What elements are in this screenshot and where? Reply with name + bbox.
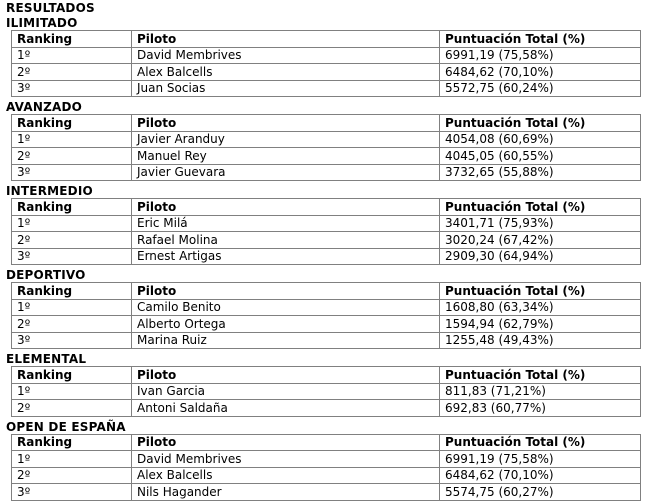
score-cell: 6991,19 (75,58%) — [440, 451, 641, 468]
rank-cell: 3º — [12, 332, 132, 349]
score-cell: 2909,30 (64,94%) — [440, 248, 641, 265]
results-document — [6, 0, 646, 504]
rank-cell: 2º — [12, 316, 132, 333]
pilot-cell: Nils Hagander — [132, 484, 440, 501]
table-row — [12, 215, 641, 232]
table-row — [12, 400, 641, 417]
score-cell: 4045,05 (60,55%) — [440, 148, 641, 165]
table-row — [12, 299, 641, 316]
section-title: ILIMITADO — [6, 16, 78, 30]
rank-cell: 3º — [12, 248, 132, 265]
results-table — [11, 30, 641, 97]
header-ranking: Ranking — [12, 115, 132, 132]
header-piloto: Piloto — [132, 115, 440, 132]
score-cell: 1594,94 (62,79%) — [440, 316, 641, 333]
pilot-cell: Javier Aranduy — [132, 131, 440, 148]
section-title: INTERMEDIO — [6, 184, 93, 198]
section-title: OPEN DE ESPAÑA — [6, 419, 126, 434]
rank-cell: 1º — [12, 383, 132, 400]
score-cell: 3732,65 (55,88%) — [440, 164, 641, 181]
score-cell: 5574,75 (60,27%) — [440, 484, 641, 501]
results-table — [11, 198, 641, 265]
header-ranking: Ranking — [12, 199, 132, 216]
table-row — [12, 332, 641, 349]
pilot-cell: Rafael Molina — [132, 232, 440, 249]
header-ranking: Ranking — [12, 31, 132, 48]
header-ranking: Ranking — [12, 367, 132, 384]
score-cell: 1255,48 (49,43%) — [440, 332, 641, 349]
page-title: RESULTADOS — [6, 1, 95, 15]
table-header-row — [12, 199, 641, 216]
section-title: DEPORTIVO — [6, 268, 86, 282]
table-row — [12, 80, 641, 97]
score-cell: 6484,62 (70,10%) — [440, 467, 641, 484]
rank-cell: 1º — [12, 451, 132, 468]
header-piloto: Piloto — [132, 283, 440, 300]
section-title: AVANZADO — [6, 100, 83, 114]
rank-cell: 1º — [12, 131, 132, 148]
score-cell: 5572,75 (60,24%) — [440, 80, 641, 97]
pilot-cell: Marina Ruiz — [132, 332, 440, 349]
header-ranking: Ranking — [12, 434, 132, 451]
table-header-row — [12, 115, 641, 132]
header-puntuacion: Puntuación Total (%) — [440, 199, 641, 216]
rank-cell: 1º — [12, 47, 132, 64]
rank-cell: 3º — [12, 484, 132, 501]
pilot-cell: Ivan Garcia — [132, 383, 440, 400]
rank-cell: 2º — [12, 232, 132, 249]
header-puntuacion: Puntuación Total (%) — [440, 367, 641, 384]
section-title: ELEMENTAL — [6, 352, 87, 366]
rank-cell: 1º — [12, 215, 132, 232]
table-row — [12, 64, 641, 81]
header-ranking: Ranking — [12, 283, 132, 300]
header-puntuacion: Puntuación Total (%) — [440, 434, 641, 451]
rank-cell: 1º — [12, 299, 132, 316]
table-row — [12, 47, 641, 64]
pilot-cell: David Membrives — [132, 47, 440, 64]
score-cell: 3401,71 (75,93%) — [440, 215, 641, 232]
results-table — [11, 282, 641, 349]
header-puntuacion: Puntuación Total (%) — [440, 31, 641, 48]
score-cell: 3020,24 (67,42%) — [440, 232, 641, 249]
table-row — [12, 248, 641, 265]
score-cell: 811,83 (71,21%) — [440, 383, 641, 400]
pilot-cell: Alberto Ortega — [132, 316, 440, 333]
pilot-cell: Camilo Benito — [132, 299, 440, 316]
pilot-cell: Javier Guevara — [132, 164, 440, 181]
rank-cell: 2º — [12, 64, 132, 81]
table-row — [12, 383, 641, 400]
header-piloto: Piloto — [132, 31, 440, 48]
score-cell: 692,83 (60,77%) — [440, 400, 641, 417]
rank-cell: 2º — [12, 400, 132, 417]
score-cell: 1608,80 (63,34%) — [440, 299, 641, 316]
table-header-row — [12, 434, 641, 451]
pilot-cell: Alex Balcells — [132, 467, 440, 484]
table-row — [12, 467, 641, 484]
pilot-cell: Ernest Artigas — [132, 248, 440, 265]
header-piloto: Piloto — [132, 199, 440, 216]
pilot-cell: Antoni Saldaña — [132, 400, 440, 417]
pilot-cell: Juan Socias — [132, 80, 440, 97]
table-header-row — [12, 367, 641, 384]
header-puntuacion: Puntuación Total (%) — [440, 115, 641, 132]
results-table — [11, 114, 641, 181]
rank-cell: 3º — [12, 80, 132, 97]
pilot-cell: Eric Milá — [132, 215, 440, 232]
rank-cell: 3º — [12, 164, 132, 181]
score-cell: 4054,08 (60,69%) — [440, 131, 641, 148]
table-header-row — [12, 283, 641, 300]
results-table — [11, 434, 641, 501]
results-table — [11, 366, 641, 417]
header-piloto: Piloto — [132, 367, 440, 384]
pilot-cell: David Membrives — [132, 451, 440, 468]
rank-cell: 2º — [12, 148, 132, 165]
table-row — [12, 316, 641, 333]
score-cell: 6991,19 (75,58%) — [440, 47, 641, 64]
pilot-cell: Manuel Rey — [132, 148, 440, 165]
table-row — [12, 164, 641, 181]
table-header-row — [12, 31, 641, 48]
table-row — [12, 148, 641, 165]
table-row — [12, 484, 641, 501]
rank-cell: 2º — [12, 467, 132, 484]
table-row — [12, 131, 641, 148]
table-row — [12, 451, 641, 468]
header-piloto: Piloto — [132, 434, 440, 451]
pilot-cell: Alex Balcells — [132, 64, 440, 81]
header-puntuacion: Puntuación Total (%) — [440, 283, 641, 300]
score-cell: 6484,62 (70,10%) — [440, 64, 641, 81]
table-row — [12, 232, 641, 249]
